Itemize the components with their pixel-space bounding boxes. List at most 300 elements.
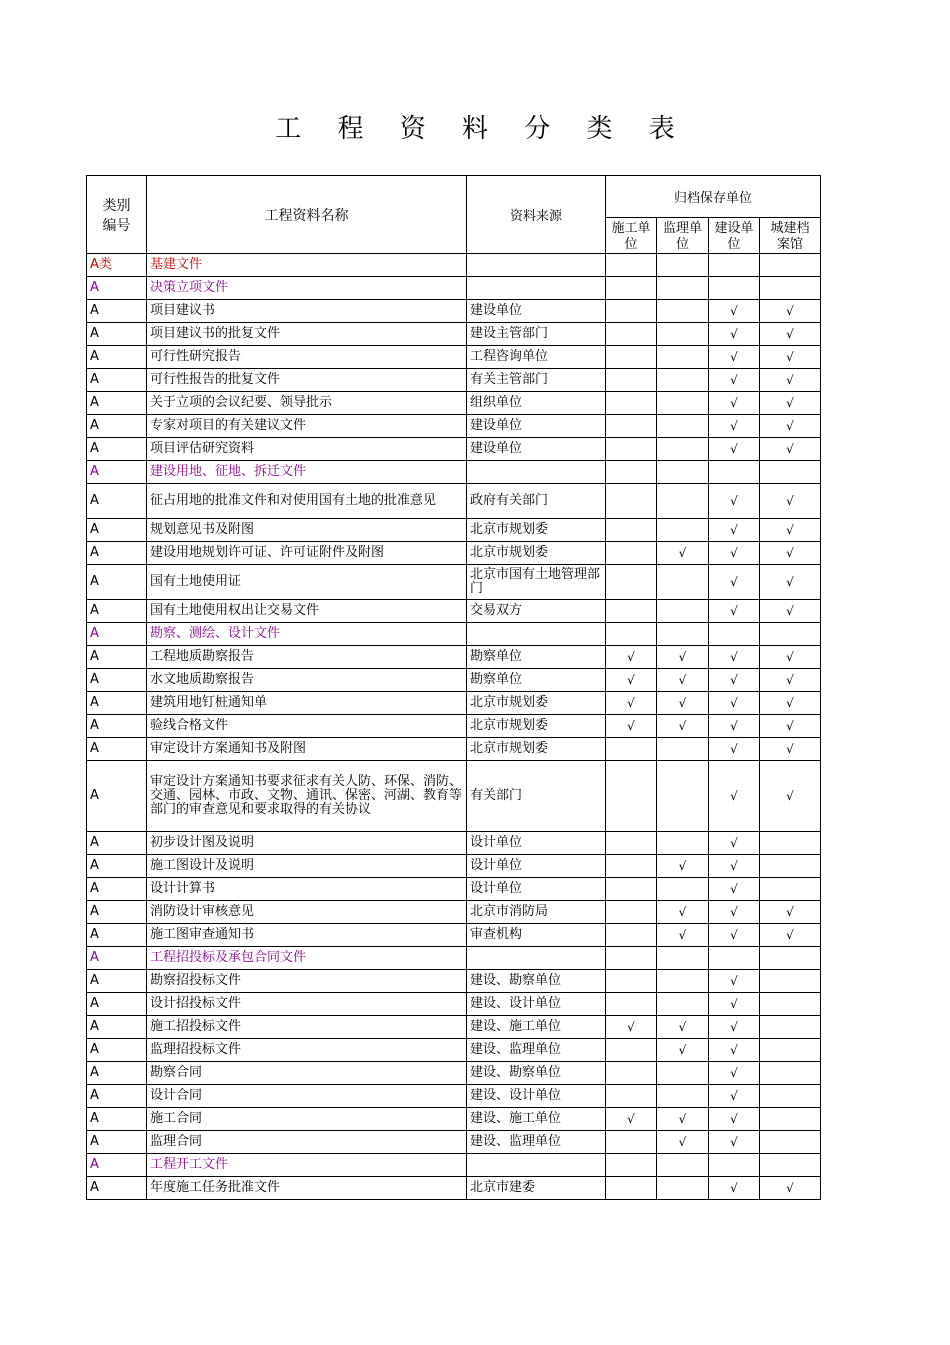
row-name: 规划意见书及附图 [147, 519, 467, 542]
row-name: 可行性研究报告 [147, 346, 467, 369]
check-archive [760, 970, 821, 993]
row-code: A类 [87, 254, 147, 277]
check-owner: √ [709, 1062, 760, 1085]
check-archive [760, 461, 821, 484]
row-source: 政府有关部门 [467, 484, 606, 519]
check-archive: √ [760, 924, 821, 947]
check-archive [760, 254, 821, 277]
table-row [87, 1131, 821, 1154]
table-row [87, 600, 821, 623]
check-construction [606, 761, 657, 832]
row-name: 国有土地使用证 [147, 565, 467, 600]
check-construction [606, 855, 657, 878]
table-row [87, 484, 821, 519]
row-source: 组织单位 [467, 392, 606, 415]
table-row [87, 1108, 821, 1131]
check-owner: √ [709, 692, 760, 715]
check-construction [606, 1177, 657, 1200]
row-code: A [87, 542, 147, 565]
check-owner: √ [709, 392, 760, 415]
row-code: A [87, 346, 147, 369]
check-construction [606, 254, 657, 277]
check-owner: √ [709, 970, 760, 993]
row-code: A [87, 970, 147, 993]
check-construction [606, 542, 657, 565]
row-code: A [87, 300, 147, 323]
check-supervision: √ [657, 715, 709, 738]
row-name: 水文地质勘察报告 [147, 669, 467, 692]
table-row [87, 761, 821, 832]
check-supervision: √ [657, 669, 709, 692]
check-owner: √ [709, 878, 760, 901]
table-row [87, 715, 821, 738]
row-name: 施工合同 [147, 1108, 467, 1131]
check-archive [760, 855, 821, 878]
check-archive: √ [760, 692, 821, 715]
check-supervision [657, 623, 709, 646]
table-row [87, 970, 821, 993]
check-owner: √ [709, 346, 760, 369]
table-row [87, 646, 821, 669]
row-name: 监理合同 [147, 1131, 467, 1154]
check-construction [606, 323, 657, 346]
row-name: 勘察合同 [147, 1062, 467, 1085]
row-code: A [87, 1108, 147, 1131]
row-name: 国有土地使用权出让交易文件 [147, 600, 467, 623]
table-row [87, 901, 821, 924]
row-source: 北京市规划委 [467, 692, 606, 715]
row-code: A [87, 277, 147, 300]
row-name: 项目建议书 [147, 300, 467, 323]
check-construction: √ [606, 646, 657, 669]
header-source: 资料来源 [467, 176, 606, 254]
check-construction [606, 415, 657, 438]
check-supervision [657, 484, 709, 519]
check-owner: √ [709, 600, 760, 623]
check-construction [606, 346, 657, 369]
check-owner: √ [709, 1039, 760, 1062]
check-supervision [657, 438, 709, 461]
check-owner: √ [709, 669, 760, 692]
check-archive [760, 1039, 821, 1062]
check-archive: √ [760, 300, 821, 323]
row-source [467, 277, 606, 300]
check-archive [760, 1131, 821, 1154]
check-archive: √ [760, 392, 821, 415]
check-supervision [657, 993, 709, 1016]
check-supervision: √ [657, 1039, 709, 1062]
row-name: 决策立项文件 [147, 277, 467, 300]
check-construction [606, 1131, 657, 1154]
check-owner: √ [709, 646, 760, 669]
check-construction [606, 300, 657, 323]
check-archive: √ [760, 323, 821, 346]
section-row [87, 461, 821, 484]
check-supervision [657, 1062, 709, 1085]
row-source: 北京市消防局 [467, 901, 606, 924]
row-source: 北京市规划委 [467, 738, 606, 761]
row-source: 北京市规划委 [467, 542, 606, 565]
row-code: A [87, 415, 147, 438]
category-row [87, 254, 821, 277]
row-name: 专家对项目的有关建议文件 [147, 415, 467, 438]
check-owner [709, 1154, 760, 1177]
row-name: 审定设计方案通知书要求征求有关人防、环保、消防、交通、园林、市政、文物、通讯、保密、河湖、教育等部门的审查意见和要求取得的有关协议 [147, 761, 467, 832]
row-name: 设计招投标文件 [147, 993, 467, 1016]
table-row [87, 993, 821, 1016]
check-construction [606, 519, 657, 542]
check-supervision [657, 1177, 709, 1200]
check-archive [760, 1062, 821, 1085]
row-name: 建设用地规划许可证、许可证附件及附图 [147, 542, 467, 565]
row-source: 有关主管部门 [467, 369, 606, 392]
check-supervision: √ [657, 924, 709, 947]
check-archive [760, 1016, 821, 1039]
check-archive [760, 947, 821, 970]
check-owner [709, 277, 760, 300]
row-source: 建设、勘察单位 [467, 970, 606, 993]
check-owner: √ [709, 484, 760, 519]
row-code: A [87, 519, 147, 542]
check-archive: √ [760, 669, 821, 692]
check-construction [606, 878, 657, 901]
check-archive: √ [760, 369, 821, 392]
row-code: A [87, 484, 147, 519]
check-owner [709, 623, 760, 646]
check-owner: √ [709, 300, 760, 323]
check-construction [606, 993, 657, 1016]
check-archive: √ [760, 600, 821, 623]
check-construction: √ [606, 669, 657, 692]
row-code: A [87, 947, 147, 970]
check-supervision [657, 878, 709, 901]
row-code: A [87, 1177, 147, 1200]
check-owner [709, 254, 760, 277]
check-owner: √ [709, 1177, 760, 1200]
check-construction [606, 832, 657, 855]
row-source: 北京市规划委 [467, 715, 606, 738]
table-row [87, 832, 821, 855]
check-archive [760, 993, 821, 1016]
row-source: 建设、勘察单位 [467, 1062, 606, 1085]
table-row [87, 438, 821, 461]
row-source: 设计单位 [467, 832, 606, 855]
header-code: 类别编号 [87, 176, 147, 254]
section-row [87, 947, 821, 970]
check-owner: √ [709, 323, 760, 346]
check-construction [606, 565, 657, 600]
row-source: 审查机构 [467, 924, 606, 947]
row-source: 建设、监理单位 [467, 1039, 606, 1062]
check-owner: √ [709, 901, 760, 924]
row-code: A [87, 1085, 147, 1108]
row-name: 验线合格文件 [147, 715, 467, 738]
row-name: 年度施工任务批准文件 [147, 1177, 467, 1200]
check-owner: √ [709, 438, 760, 461]
check-archive [760, 878, 821, 901]
check-archive [760, 277, 821, 300]
row-name: 施工招投标文件 [147, 1016, 467, 1039]
check-owner: √ [709, 761, 760, 832]
row-source [467, 254, 606, 277]
check-supervision: √ [657, 855, 709, 878]
row-code: A [87, 1016, 147, 1039]
table-row [87, 738, 821, 761]
check-construction [606, 484, 657, 519]
row-source: 勘察单位 [467, 646, 606, 669]
row-source: 北京市规划委 [467, 519, 606, 542]
row-code: A [87, 924, 147, 947]
check-archive: √ [760, 761, 821, 832]
row-name: 基建文件 [147, 254, 467, 277]
check-supervision [657, 392, 709, 415]
row-name: 消防设计审核意见 [147, 901, 467, 924]
check-archive: √ [760, 519, 821, 542]
check-supervision [657, 415, 709, 438]
check-owner: √ [709, 565, 760, 600]
table-row [87, 346, 821, 369]
check-construction [606, 438, 657, 461]
table-row [87, 878, 821, 901]
table-row [87, 855, 821, 878]
check-supervision [657, 254, 709, 277]
row-code: A [87, 692, 147, 715]
row-name: 勘察、测绘、设计文件 [147, 623, 467, 646]
row-name: 设计计算书 [147, 878, 467, 901]
check-construction [606, 600, 657, 623]
row-code: A [87, 878, 147, 901]
row-name: 可行性报告的批复文件 [147, 369, 467, 392]
header-unit-construction: 施工单位 [606, 218, 657, 254]
row-name: 项目评估研究资料 [147, 438, 467, 461]
check-supervision [657, 461, 709, 484]
row-name: 施工图审查通知书 [147, 924, 467, 947]
row-source: 勘察单位 [467, 669, 606, 692]
row-source: 建设单位 [467, 438, 606, 461]
table-row [87, 415, 821, 438]
row-name: 工程开工文件 [147, 1154, 467, 1177]
row-source: 建设单位 [467, 300, 606, 323]
table-row [87, 1177, 821, 1200]
check-construction [606, 947, 657, 970]
check-owner: √ [709, 369, 760, 392]
table-row [87, 692, 821, 715]
row-code: A [87, 1154, 147, 1177]
table-row [87, 1039, 821, 1062]
check-archive: √ [760, 565, 821, 600]
table-row [87, 323, 821, 346]
check-owner: √ [709, 738, 760, 761]
row-name: 工程招投标及承包合同文件 [147, 947, 467, 970]
row-source: 北京市国有土地管理部门 [467, 565, 606, 600]
check-construction [606, 1039, 657, 1062]
row-source: 设计单位 [467, 855, 606, 878]
check-owner: √ [709, 1085, 760, 1108]
check-construction: √ [606, 692, 657, 715]
header-unit-supervision: 监理单位 [657, 218, 709, 254]
section-row [87, 623, 821, 646]
row-name: 审定设计方案通知书及附图 [147, 738, 467, 761]
row-name: 征占用地的批准文件和对使用国有土地的批准意见 [147, 484, 467, 519]
check-supervision [657, 369, 709, 392]
row-name: 初步设计图及说明 [147, 832, 467, 855]
header-archive-group: 归档保存单位 [606, 176, 821, 218]
check-construction [606, 1154, 657, 1177]
check-archive [760, 1085, 821, 1108]
check-archive: √ [760, 1177, 821, 1200]
check-archive: √ [760, 346, 821, 369]
check-supervision: √ [657, 646, 709, 669]
archive-classification-table [86, 175, 821, 1200]
table-row [87, 1085, 821, 1108]
row-source: 建设、监理单位 [467, 1131, 606, 1154]
check-owner: √ [709, 715, 760, 738]
row-name: 施工图设计及说明 [147, 855, 467, 878]
row-code: A [87, 600, 147, 623]
check-supervision: √ [657, 1108, 709, 1131]
row-source: 建设、施工单位 [467, 1108, 606, 1131]
header-unit-owner: 建设单位 [709, 218, 760, 254]
row-code: A [87, 323, 147, 346]
row-code: A [87, 565, 147, 600]
table-row [87, 1016, 821, 1039]
check-owner: √ [709, 855, 760, 878]
row-name: 关于立项的会议纪要、领导批示 [147, 392, 467, 415]
check-supervision [657, 1154, 709, 1177]
section-row [87, 277, 821, 300]
row-code: A [87, 855, 147, 878]
row-code: A [87, 392, 147, 415]
row-code: A [87, 761, 147, 832]
check-construction [606, 970, 657, 993]
check-owner [709, 461, 760, 484]
check-construction [606, 369, 657, 392]
check-supervision [657, 947, 709, 970]
check-archive [760, 1154, 821, 1177]
check-supervision [657, 323, 709, 346]
check-construction [606, 392, 657, 415]
check-construction: √ [606, 1016, 657, 1039]
header-unit-archive: 城建档案馆 [760, 218, 821, 254]
check-owner: √ [709, 415, 760, 438]
check-owner: √ [709, 542, 760, 565]
row-source [467, 947, 606, 970]
check-owner: √ [709, 1131, 760, 1154]
check-owner [709, 947, 760, 970]
row-code: A [87, 832, 147, 855]
check-construction [606, 1062, 657, 1085]
row-source: 北京市建委 [467, 1177, 606, 1200]
row-source [467, 623, 606, 646]
table-row [87, 924, 821, 947]
row-code: A [87, 738, 147, 761]
check-archive: √ [760, 484, 821, 519]
row-name: 建筑用地钉桩通知单 [147, 692, 467, 715]
row-code: A [87, 623, 147, 646]
section-row [87, 1154, 821, 1177]
table-row [87, 565, 821, 600]
row-code: A [87, 669, 147, 692]
row-code: A [87, 901, 147, 924]
check-construction [606, 461, 657, 484]
check-supervision [657, 600, 709, 623]
table-row [87, 1062, 821, 1085]
check-supervision [657, 738, 709, 761]
check-construction [606, 1085, 657, 1108]
check-supervision: √ [657, 1131, 709, 1154]
check-construction [606, 738, 657, 761]
row-name: 工程地质勘察报告 [147, 646, 467, 669]
row-name: 勘察招投标文件 [147, 970, 467, 993]
table-row [87, 542, 821, 565]
page-title: 工 程 资 料 分 类 表 [275, 114, 689, 144]
check-archive: √ [760, 542, 821, 565]
row-source: 工程咨询单位 [467, 346, 606, 369]
check-supervision [657, 519, 709, 542]
check-construction [606, 277, 657, 300]
row-code: A [87, 646, 147, 669]
header-name: 工程资料名称 [147, 176, 467, 254]
check-construction [606, 901, 657, 924]
row-name: 项目建议书的批复文件 [147, 323, 467, 346]
row-code: A [87, 993, 147, 1016]
check-archive [760, 832, 821, 855]
row-code: A [87, 1131, 147, 1154]
check-owner: √ [709, 832, 760, 855]
check-construction: √ [606, 1108, 657, 1131]
check-supervision [657, 277, 709, 300]
check-construction [606, 924, 657, 947]
table-row [87, 300, 821, 323]
check-archive: √ [760, 415, 821, 438]
row-source: 建设单位 [467, 415, 606, 438]
row-source: 有关部门 [467, 761, 606, 832]
row-source: 建设、施工单位 [467, 1016, 606, 1039]
check-owner: √ [709, 924, 760, 947]
check-supervision [657, 761, 709, 832]
check-archive: √ [760, 646, 821, 669]
row-code: A [87, 715, 147, 738]
table-row [87, 392, 821, 415]
check-construction: √ [606, 715, 657, 738]
row-source: 交易双方 [467, 600, 606, 623]
row-name: 监理招投标文件 [147, 1039, 467, 1062]
check-supervision: √ [657, 1016, 709, 1039]
check-archive [760, 623, 821, 646]
row-code: A [87, 369, 147, 392]
check-supervision [657, 565, 709, 600]
row-code: A [87, 438, 147, 461]
row-code: A [87, 1039, 147, 1062]
row-source: 建设、设计单位 [467, 993, 606, 1016]
table-row [87, 369, 821, 392]
check-archive: √ [760, 438, 821, 461]
check-archive: √ [760, 715, 821, 738]
check-supervision: √ [657, 692, 709, 715]
row-name: 建设用地、征地、拆迁文件 [147, 461, 467, 484]
check-supervision [657, 300, 709, 323]
row-source: 建设、设计单位 [467, 1085, 606, 1108]
row-name: 设计合同 [147, 1085, 467, 1108]
row-code: A [87, 461, 147, 484]
check-owner: √ [709, 993, 760, 1016]
row-source: 建设主管部门 [467, 323, 606, 346]
check-archive [760, 1108, 821, 1131]
check-archive: √ [760, 738, 821, 761]
check-supervision: √ [657, 901, 709, 924]
check-owner: √ [709, 1016, 760, 1039]
check-owner: √ [709, 1108, 760, 1131]
